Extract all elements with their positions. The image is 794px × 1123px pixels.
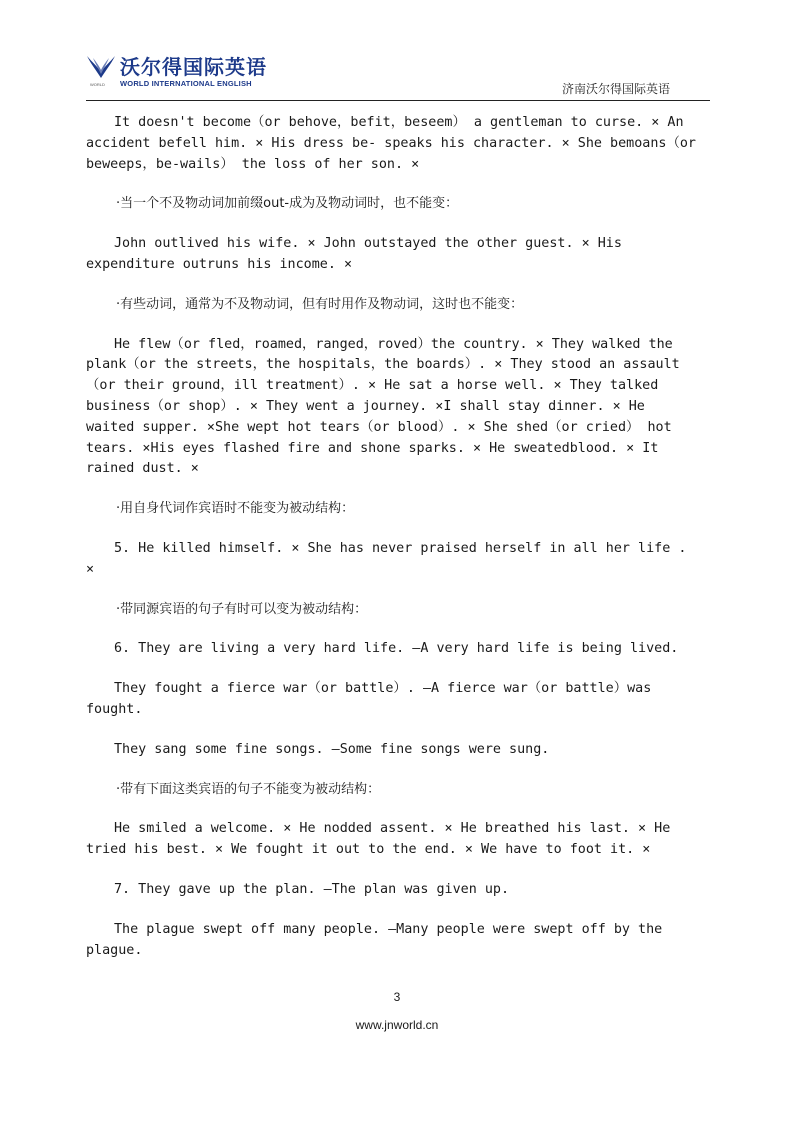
document-body <box>86 113 700 980</box>
header-school-name: 济南沃尔得国际英语 <box>561 82 670 96</box>
page-header <box>86 52 710 101</box>
paragraph: John outlived his wife. × John outstayed the other guest. × His expenditure outruns his income. × <box>86 236 622 272</box>
footer-url: www.jnworld.cn <box>355 1018 439 1032</box>
paragraph: He smiled a welcome. × He nodded assent. × He breathed his last. × He tried his best. × We fought it out to the end. × We have to foot it. × <box>86 821 671 858</box>
logo-text <box>120 52 267 88</box>
bullet-heading: ·有些动词，通常为不及物动词，但有时用作及物动词，这时也不能变： <box>116 296 524 312</box>
bullet-heading: ·当一个不及物动词加前缀out-成为及物动词时，也不能变： <box>116 196 459 212</box>
page-number: 3 <box>393 990 401 1004</box>
paragraph: They sang some fine songs. —Some fine songs were sung. <box>114 741 550 757</box>
paragraph: It doesn't become（or behove，befit，beseem） a gentleman to curse. × An accident befell him. × His dress be- speaks his character. × She bemoans（or beweeps，be-wails） the loss of her son. × <box>86 115 696 172</box>
bullet-heading: ·带有下面这类宾语的句子不能变为被动结构： <box>116 781 381 797</box>
paragraph: The plague swept off many people. —Many people were swept off by the plague. <box>86 921 663 958</box>
bullet-heading: ·带同源宾语的句子有时可以变为被动结构： <box>116 601 368 617</box>
paragraph: 6. They are living a very hard life. —A very hard life is being lived. <box>114 641 679 657</box>
paragraph: He flew（or fled，roamed，ranged，roved）the country. × They walked the plank（or the streets，the hospitals，the boards）. × They stood an assault（or their ground，ill treatment）. × He sat a horse well. × They talked business（or shop）. × They went a journey. ×I shall stay dinner. × He waited supper. ×She wept hot tears（or blood）. × She shed（or cried） hot tears. ×His eyes flashed fire and shone sparks. × He sweatedblood. × It rained dust. × <box>86 336 680 477</box>
paragraph: They fought a fierce war（or battle）. —A fierce war（or battle）was fought. <box>86 681 652 717</box>
bullet-heading: ·用自身代词作宾语时不能变为被动结构： <box>116 501 355 517</box>
logo-chinese-name: 沃尔得国际英语 <box>120 55 267 79</box>
paragraph: 5. He killed himself. × She has never praised herself in all her life . × <box>86 540 687 577</box>
logo-english-name: WORLD INTERNATIONAL ENGLISH <box>120 79 252 88</box>
logo <box>86 52 267 90</box>
logo-subtext: WORLD <box>90 82 105 87</box>
paragraph: 7. They gave up the plan. —The plan was given up. <box>114 881 510 897</box>
